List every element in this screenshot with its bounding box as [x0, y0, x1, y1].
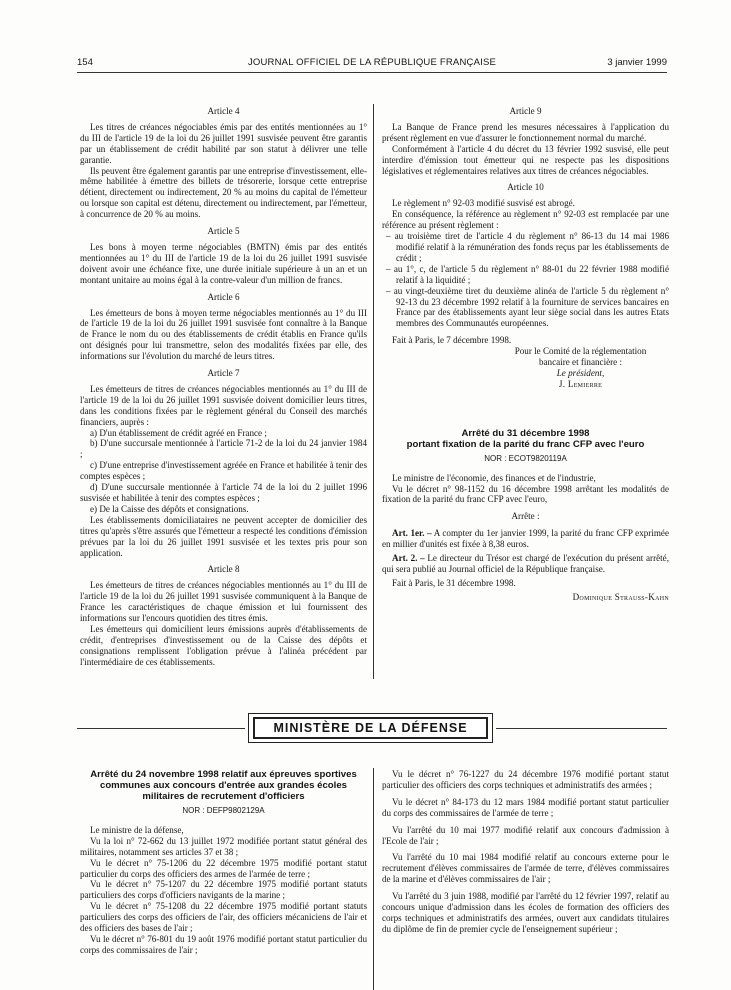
signature-line: bancaire et financière :: [538, 357, 623, 368]
article-2-paragraph: [382, 553, 669, 575]
article-7-item: b) D'une succursale mentionnée à l'article 71-2 de la loi du 24 janvier 1984 ;: [80, 438, 367, 460]
signed-place-date: Fait à Paris, le 7 décembre 1998.: [392, 335, 512, 346]
article-7-item: a) D'un établissement de crédit agréé en France ;: [90, 427, 267, 438]
article-9-paragraph: Conformément à l'article 4 du décret du 13 février 1992 susvisé, elle peut interdire d'émission tout émetteur qui ne respecte pas les dispositions législatives et réglementaires relatives aux titres de créances négociables.: [382, 143, 669, 176]
article-9-title: Article 9: [509, 106, 542, 116]
column-divider: [373, 104, 374, 679]
banner-rule-left: [77, 728, 245, 729]
article-4-title: Article 4: [207, 106, 240, 116]
page-number: 154: [77, 57, 93, 68]
vu-paragraph: Vu le décret n° 75-1208 du 22 décembre 1975 modifié portant statuts particuliers des corps des officiers de l'air, des officiers mécaniciens de l'air et des officiers des bases de l'air ;: [80, 901, 367, 934]
nor-text: NOR : DEFP9802129A: [182, 806, 265, 815]
vu-paragraph: Vu le décret n° 76-801 du 19 août 1976 modifié portant statut particulier du corps des commissaires de l'air ;: [80, 933, 367, 955]
article-9-paragraph: La Banque de France prend les mesures nécessaires à l'application du présent règlement en vue d'assurer le fonctionnement normal du marché.: [382, 121, 669, 143]
signed-place-date: Fait à Paris, le 31 décembre 1998.: [392, 577, 516, 588]
decree-title: Arrêté du 24 novembre 1998 relatif aux épreuves sportives communes aux concours d'entrée aux grandes écoles militaires de recrutement d'officiers: [90, 769, 357, 802]
nor-reference: [80, 806, 367, 817]
decree-title: portant fixation de la parité du franc CFP avec l'euro: [406, 438, 645, 450]
article-10-dash-item: – au vingt-deuxième tiret du deuxième alinéa de l'article 5 du règlement n° 92-13 du 23 décembre 1992 relatif à la fourniture de services bancaires en France par des établissements ayant leur siège social dans les autres Etats membres des Communautés européennes.: [386, 285, 669, 329]
article-10-paragraph: Le règlement n° 92-03 modifié susvisé est abrogé.: [392, 198, 575, 209]
article-text: Le directeur du Trésor est chargé de l'exécution du présent arrêté, qui sera publié au Journal officiel de la République française.: [382, 553, 669, 574]
right-column-top: [382, 100, 669, 603]
ministry-banner-text: MINISTÈRE DE LA DÉFENSE: [253, 717, 488, 739]
article-8-title: Article 8: [207, 564, 240, 575]
article-4-paragraph: Ils peuvent être également garantis par une entreprise d'investissement, elle-même habilitée à émettre des billets de trésorerie, lorsque cette entreprise détient, directement ou indirectement, 20 % au moins du capital de l'émetteur ou lorsque son capital est détenu, directement ou indirectement, par l'émetteur, à concurrence de 20 % au moins.: [80, 165, 367, 220]
issue-date: 3 janvier 1999: [607, 57, 667, 68]
vu-paragraph: Vu l'arrêté du 10 mai 1977 modifié relatif aux concours d'admission à l'Ecole de l'air ;: [382, 824, 669, 846]
article-8-paragraph: Les émetteurs qui domicilient leurs émissions auprès d'établissements de crédit, d'entreprises d'investissement ou de la Caisse des dépôts et consignations remplissent l'obligation prévue à l'alinéa précédent par l'intermédiaire de ces établissements.: [80, 623, 367, 667]
article-10-paragraph: En conséquence, la référence au règlement n° 92-03 est remplacée par une référence au présent règlement :: [382, 209, 669, 231]
article-7-item: c) D'une entreprise d'investissement agréée en France et habilitée à tenir des comptes espèces ;: [80, 460, 367, 482]
article-7-item: d) D'une succursale mentionnée à l'article 74 de la loi du 2 juillet 1996 susvisée et habilitée à tenir des comptes espèces ;: [80, 482, 367, 503]
nor-reference: [382, 454, 669, 465]
article-7-title: Article 7: [207, 368, 240, 379]
minister-line: Le ministre de la défense,: [90, 824, 184, 835]
vu-paragraph: Vu le décret n° 75-1207 du 22 décembre 1975 modifié portant statuts particuliers des corps d'officiers navigants de la marine ;: [80, 879, 367, 901]
vu-paragraph: Vu le décret n° 76-1227 du 24 décembre 1976 modifié portant statut particulier des officiers des corps techniques et administratifs des armées ;: [382, 769, 669, 790]
arrete-word: Arrête :: [511, 511, 540, 522]
signatory-name: J. Lemierre: [558, 378, 603, 389]
article-5-paragraph: Les bons à moyen terme négociables (BMTN) émis par des entités mentionnées au 1° du III de l'article 19 de la loi du 26 juillet 1991 susvisée doivent avoir une échéance fixe, une durée initiale supérieure à un an et un montant unitaire au moins égal à la contre-valeur d'un million de francs.: [80, 241, 367, 285]
left-column-bottom: [80, 769, 367, 956]
left-column-top: [80, 100, 367, 668]
journal-title: JOURNAL OFFICIEL DE LA RÉPUBLIQUE FRANÇAISE: [247, 57, 497, 68]
vu-paragraph: Vu l'arrêté du 10 mai 1984 modifié relatif au concours externe pour le recrutement d'élèves commissaires de l'armée de terre, d'élèves commissaires de la marine et d'élèves commissaires de l'air ;: [382, 852, 669, 885]
vu-paragraph: Vu la loi n° 72-662 du 13 juillet 1972 modifiée portant statut général des militaires, notamment ses articles 37 et 38 ;: [80, 835, 367, 857]
header-rule: [77, 72, 667, 73]
banner-rule-right: [496, 728, 667, 729]
article-7-paragraph: Les émetteurs de titres de créances négociables mentionnés au 1° du III de l'article 19 de la loi du 26 juillet 1991 susvisée doivent domicilier leurs titres, dans les conditions fixées par le règlement général du Conseil des marchés financiers, auprès :: [80, 383, 367, 427]
article-10-title: Article 10: [507, 182, 544, 193]
article-6-title: Article 6: [207, 291, 240, 302]
column-divider-bottom: [373, 768, 374, 990]
vu-paragraph: Vu le décret n° 98-1152 du 16 décembre 1998 arrêtant les modalités de fixation de la parité du franc CFP avec l'euro,: [382, 483, 669, 505]
ministry-banner: [248, 713, 493, 743]
vu-paragraph: Vu l'arrêté du 3 juin 1988, modifié par l'arrêté du 12 février 1997, relatif au concours unique d'admission dans les écoles de formation des officiers des corps techniques et administratifs des armées, ouvert aux candidats titulaires du diplôme de fin de premier cycle de l'enseignement supérieur ;: [382, 891, 669, 934]
signature-line: Pour le Comité de la réglementation: [514, 346, 647, 357]
article-5-title: Article 5: [207, 226, 240, 237]
article-8-paragraph: Les émetteurs de titres de créances négociables mentionnés au 1° du III de l'article 19 de la loi du 26 juillet 1991 susvisée communiquent à la Banque de France les caractéristiques de chaque émission et lui fournissent des informations sur l'encours quotidien des titres émis.: [80, 580, 367, 624]
vu-paragraph: Vu le décret n° 75-1206 du 22 décembre 1975 modifié portant statut particulier du corps des officiers des armes de l'armée de terre ;: [80, 857, 367, 879]
article-7-item: e) De la Caisse des dépôts et consignations.: [90, 503, 249, 514]
page-header: [77, 57, 667, 69]
right-column-bottom: [382, 769, 669, 935]
article-10-dash-item: – au 1°, c, de l'article 5 du règlement n° 88-01 du 22 février 1988 modifié relatif à la liquidité ;: [386, 263, 669, 285]
article-text: A compter du 1er janvier 1999, la parité du franc CFP exprimée en millier d'unités est fixée à 8,38 euros.: [382, 528, 669, 550]
article-7-paragraph: Les établissements domiciliataires ne peuvent accepter de domicilier des titres qu'après s'être assurés que l'émetteur a respecté les conditions d'émission prévues par la loi du 26 juillet 1991 susvisée et les textes pris pour son application.: [80, 514, 367, 558]
article-4-paragraph: Les titres de créances négociables émis par des entités mentionnées au 1° du III de l'article 19 de la loi du 26 juillet 1991 susvisée peuvent être garantis par un établissement de crédit habilité par son statut à délivrer une telle garantie.: [80, 121, 367, 165]
article-label: Art. 2. –: [392, 553, 425, 564]
signature-line: Le président,: [556, 367, 605, 378]
signatory-name: Dominique Strauss-Kahn: [572, 591, 669, 602]
article-label: Art. 1er. –: [392, 528, 432, 539]
minister-line: Le ministre de l'économie, des finances et de l'industrie,: [392, 472, 596, 483]
article-10-dash-item: – au troisième tiret de l'article 4 du règlement n° 86-13 du 14 mai 1986 modifié relatif à la rémunération des fonds reçus par les établissements de crédit ;: [386, 231, 669, 263]
decree-title: Arrêté du 31 décembre 1998: [461, 427, 590, 439]
nor-text: NOR : ECOT9820119A: [484, 453, 567, 463]
signature-block: [492, 346, 669, 390]
vu-paragraph: Vu le décret n° 84-173 du 12 mars 1984 modifié portant statut particulier du corps des commissaires de l'armée de terre ;: [382, 796, 669, 818]
article-6-paragraph: Les émetteurs de bons à moyen terme négociables mentionnés au 1° du III de l'article 19 de la loi du 26 juillet 1991 susvisée font connaître à la Banque de France le nom du ou des établissements de crédit établis en France qu'ils ont désignés pour lui transmettre, selon des modalités fixées par elle, des informations sur l'évolution du marché de leurs titres.: [80, 307, 367, 362]
article-1-paragraph: [382, 528, 669, 550]
